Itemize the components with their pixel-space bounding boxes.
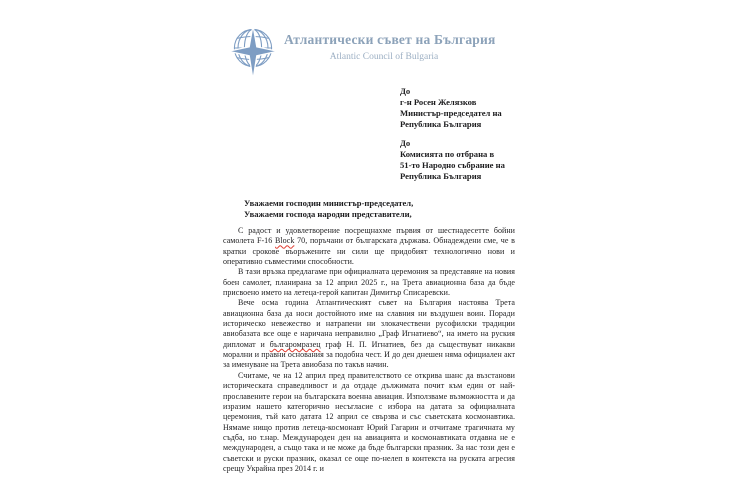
recipient-defense-committee: [400, 138, 505, 182]
paragraph-text: граф Н. П. Игнатиев, без да съществуват никакви морални и правни основания за подобна чест. И до ден днешен няма официален акт за именуване на Трета авиобаза по такъв начин.: [223, 339, 515, 370]
recipient-line: Република България: [400, 171, 482, 181]
paragraph: [223, 371, 515, 474]
misspelled-word: Block: [275, 236, 295, 246]
paragraph: [223, 226, 515, 267]
salutation-line: Уважаеми господа народни представители,: [244, 209, 412, 219]
recipient-prime-minister: [400, 86, 505, 130]
paragraph-text: С радост и удовлетворение посрещнахме първия от шестнадесетте бойни самолета F-16: [223, 226, 515, 246]
paragraph: [223, 298, 515, 370]
org-name-bulgarian: Атлантически съвет на България: [284, 32, 496, 47]
recipients-block: [400, 86, 505, 190]
recipient-line: Министър-председател на: [400, 108, 502, 118]
paragraph-text: Вече осма година Атлантическият съвет на България настоява Трета авиационна база да носи достойното име на славния ни въздушен воин. Поради историческо невежество и натрапени ни злокачествени русофилски традиции авиобазата все още е наричана неправилно „Граф Игнатиево“, на името на руския дипломат и: [223, 298, 515, 349]
salutation: [244, 198, 413, 220]
paragraph-text: В тази връзка предлагаме при официалната церемония за представяне на новия боен самолет, планирана за 12 април 2025 г., на Трета авиационна база да бъде присвоено името на летеца-герой капитан Димитър Списаревски.: [223, 267, 515, 298]
paragraph-text: Считаме, че на 12 април пред правителството се открива шанс да възстанови историческата справедливост и да отдаде дължимата почит към един от най-прославените герои на българската военна авиация. Използваме възможността и да изразим нашето категорично несъгласие с избора на датата за официалната церемония, тъй като датата 12 април се свързва и със съветската космонавтика. Нямаме нищо против летеца-космонавт Юрий Гагарин и отчитаме трагичната му съдба, но т.нар. Международен ден на авиацията и космонавтиката отдавна не е международен, а също така и не може да бъде български празник. За нас този ден е съветски и руски празник, оказал се още по-нелеп в контекста на руската агресия срещу Украйна през 2014 г. и: [223, 370, 515, 473]
recipient-line: Република България: [400, 119, 482, 129]
recipient-line: г-н Росен Желязков: [400, 97, 477, 107]
recipient-line: До: [400, 138, 411, 148]
salutation-line: Уважаеми господин министър-председател,: [244, 198, 414, 208]
letter-body: [223, 226, 515, 474]
globe-compass-star-icon: [228, 25, 280, 86]
paragraph: [223, 267, 515, 298]
recipient-line: Комисията по отбрана в: [400, 149, 495, 159]
misspelled-word: българомразец: [269, 339, 321, 349]
recipient-line: 51-то Народно събрание на: [400, 160, 505, 170]
recipient-line: До: [400, 86, 411, 96]
org-name-english: Atlantic Council of Bulgaria: [329, 52, 439, 62]
org-header: [284, 32, 496, 62]
paragraph-text: 70, поръчани от българската държава. Обнадеждени сме, че в кратки срокове въоръжените ни сили ще придобият технологично нови и оперативно съвместими способности.: [223, 236, 515, 267]
